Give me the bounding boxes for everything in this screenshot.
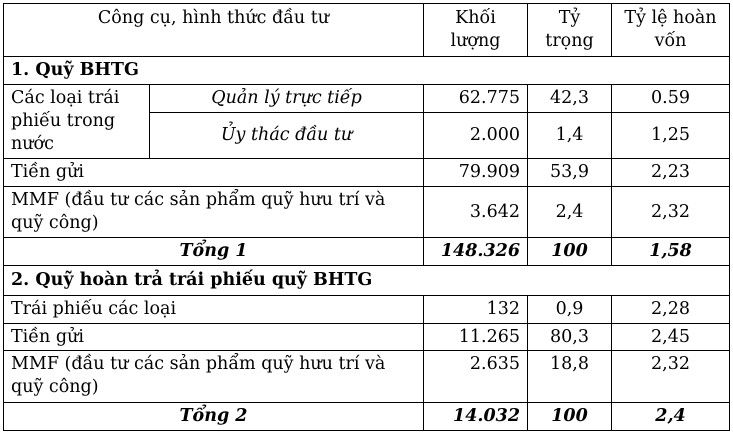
total-return-rate: 1,58: [612, 238, 730, 266]
table-row: [4, 324, 730, 351]
total-row: [4, 238, 730, 266]
row-volume: 62.775: [424, 85, 528, 113]
section2-title: 2. Quỹ hoàn trả trái phiếu quỹ BHTG: [4, 266, 730, 296]
row-label: Trái phiếu các loại: [4, 296, 424, 324]
total-return-rate: 2,4: [612, 403, 730, 431]
row-return-rate: 1,25: [612, 113, 730, 159]
row-weight: 53,9: [528, 159, 612, 187]
row-volume: 2.635: [424, 351, 528, 403]
row-label: Tiền gửi: [4, 324, 424, 351]
table-row: [4, 159, 730, 187]
row-label: MMF (đầu tư các sản phẩm quỹ hưu trí và quỹ công): [4, 351, 424, 403]
row-weight: 18,8: [528, 351, 612, 403]
table-row: [4, 85, 730, 113]
header-instrument: Công cụ, hình thức đầu tư: [4, 4, 424, 57]
total-label: Tổng 1: [4, 238, 424, 266]
row-return-rate: 2,32: [612, 351, 730, 403]
total-weight: 100: [528, 238, 612, 266]
row-weight: 42,3: [528, 85, 612, 113]
header-volume: Khối lượng: [424, 4, 528, 57]
total-volume: 14.032: [424, 403, 528, 431]
row-return-rate: 2,32: [612, 187, 730, 238]
row-weight: 1,4: [528, 113, 612, 159]
total-label: Tổng 2: [4, 403, 424, 431]
row-volume: 11.265: [424, 324, 528, 351]
header-row: [4, 4, 730, 57]
row-label: MMF (đầu tư các sản phẩm quỹ hưu trí và quỹ công): [4, 187, 424, 238]
table-row: [4, 187, 730, 238]
row-weight: 2,4: [528, 187, 612, 238]
total-weight: 100: [528, 403, 612, 431]
row-return-rate: 2,28: [612, 296, 730, 324]
section-title-row: [4, 57, 730, 85]
header-return-rate: Tỷ lệ hoàn vốn: [612, 4, 730, 57]
table-row: [4, 296, 730, 324]
header-weight: Tỷ trọng: [528, 4, 612, 57]
row-weight: 80,3: [528, 324, 612, 351]
section1-title: 1. Quỹ BHTG: [4, 57, 730, 85]
row-label: Ủy thác đầu tư: [150, 113, 424, 159]
row-return-rate: 2,45: [612, 324, 730, 351]
total-volume: 148.326: [424, 238, 528, 266]
row-return-rate: 2,23: [612, 159, 730, 187]
row-weight: 0,9: [528, 296, 612, 324]
row-volume: 3.642: [424, 187, 528, 238]
bond-group-label: Các loại trái phiếu trong nước: [4, 85, 150, 159]
investment-table: [3, 3, 730, 431]
total-row: [4, 403, 730, 431]
row-volume: 79.909: [424, 159, 528, 187]
row-label: Tiền gửi: [4, 159, 424, 187]
row-return-rate: 0.59: [612, 85, 730, 113]
row-volume: 2.000: [424, 113, 528, 159]
row-label: Quản lý trực tiếp: [150, 85, 424, 113]
table-row: [4, 351, 730, 403]
section-title-row: [4, 266, 730, 296]
row-volume: 132: [424, 296, 528, 324]
